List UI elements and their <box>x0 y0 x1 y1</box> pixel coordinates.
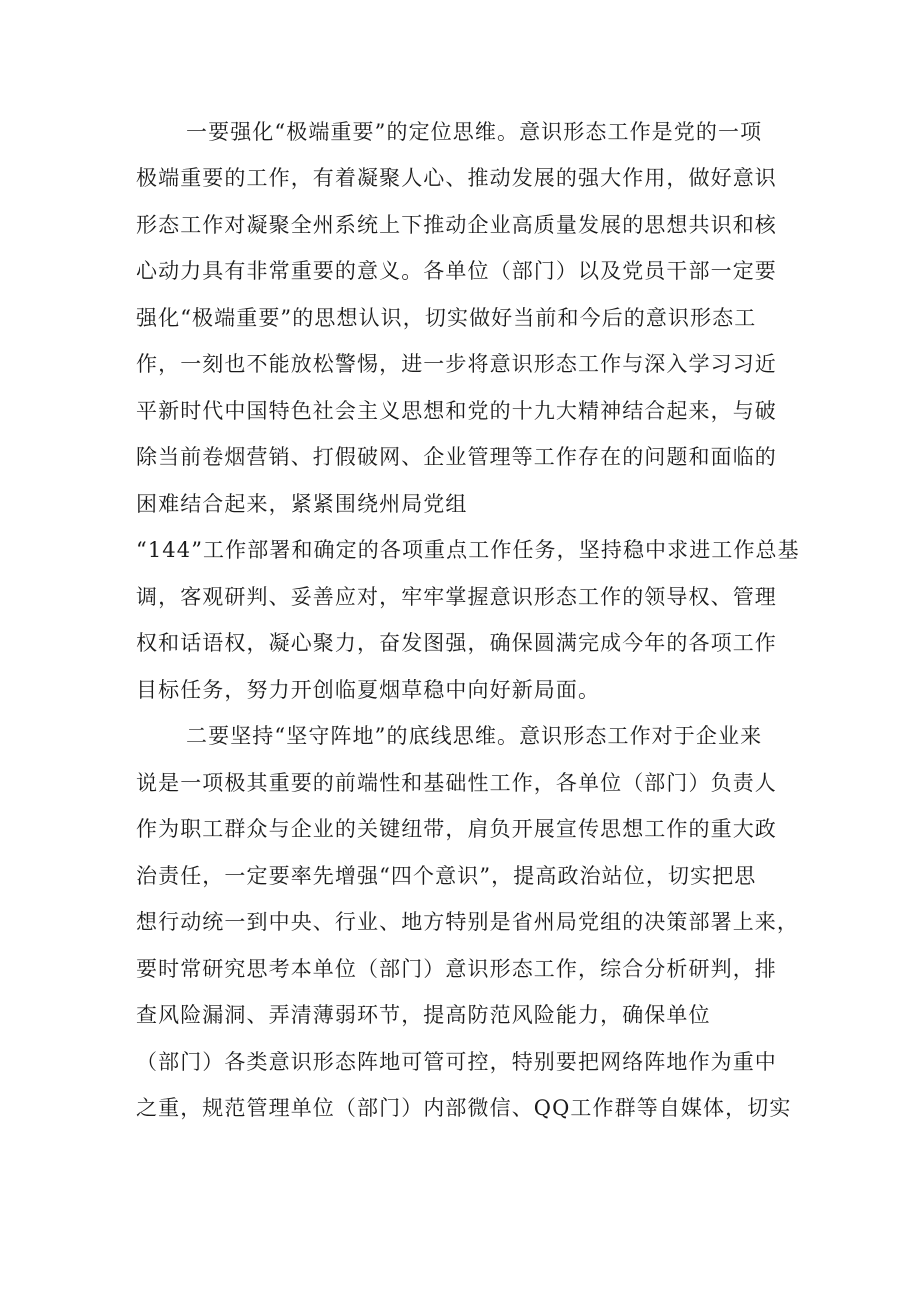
text-line-16: 作为职工群众与企业的关键纽带，肩负开展宣传思想工作的重大政 <box>136 817 777 841</box>
text-line-19: 要时常研究思考本单位（部门）意识形态工作，综合分析研判，排 <box>136 957 777 981</box>
text-line-8: 除当前卷烟营销、打假破网、企业管理等工作存在的问题和面临的 <box>136 445 777 469</box>
text-line-9: 困难结合起来，紧紧围绕州局党组 <box>136 492 468 516</box>
text-line-1: 一要强化“极端重要”的定位思维。意识形态工作是党的一项 <box>186 120 763 144</box>
text-line-20: 查风险漏洞、弄清薄弱环节，提高防范风险能力，确保单位 <box>136 1003 711 1027</box>
text-line-18: 想行动统一到中央、行业、地方特别是省州局党组的决策部署上来， <box>136 910 799 934</box>
text-line-7: 平新时代中国特色社会主义思想和党的十九大精神结合起来，与破 <box>136 399 777 423</box>
text-line-2: 极端重要的工作，有着凝聚人心、推动发展的强大作用，做好意识 <box>136 166 777 190</box>
text-line-22: 之重，规范管理单位（部门）内部微信、QQ工作群等自媒体，切实 <box>136 1096 792 1120</box>
text-line-14: 二要坚持“坚守阵地”的底线思维。意识形态工作对于企业来 <box>186 724 763 748</box>
text-line-15: 说是一项极其重要的前端性和基础性工作，各单位（部门）负责人 <box>136 771 777 795</box>
text-line-13: 目标任务，努力开创临夏烟草稳中向好新局面。 <box>136 678 601 702</box>
text-line-3: 形态工作对凝聚全州系统上下推动企业高质量发展的思想共识和核 <box>136 213 777 237</box>
text-line-21: （部门）各类意识形态阵地可管可控，特别要把网络阵地作为重中 <box>136 1050 777 1074</box>
text-line-5: 强化“极端重要”的思想认识，切实做好当前和今后的意识形态工 <box>136 306 757 330</box>
text-line-6: 作，一刻也不能放松警惕，进一步将意识形态工作与深入学习习近 <box>136 352 777 376</box>
text-line-11: 调，客观研判、妥善应对，牢牢掌握意识形态工作的领导权、管理 <box>136 585 777 609</box>
text-line-12: 权和话语权，凝心聚力，奋发图强，确保圆满完成今年的各项工作 <box>136 631 777 655</box>
text-line-10: “144”工作部署和确定的各项重点工作任务，坚持稳中求进工作总基 <box>136 538 800 562</box>
text-line-4: 心动力具有非常重要的意义。各单位（部门）以及党员干部一定要 <box>136 259 777 283</box>
text-line-17: 治责任，一定要率先增强“四个意识”，提高政治站位，切实把思 <box>136 864 757 888</box>
